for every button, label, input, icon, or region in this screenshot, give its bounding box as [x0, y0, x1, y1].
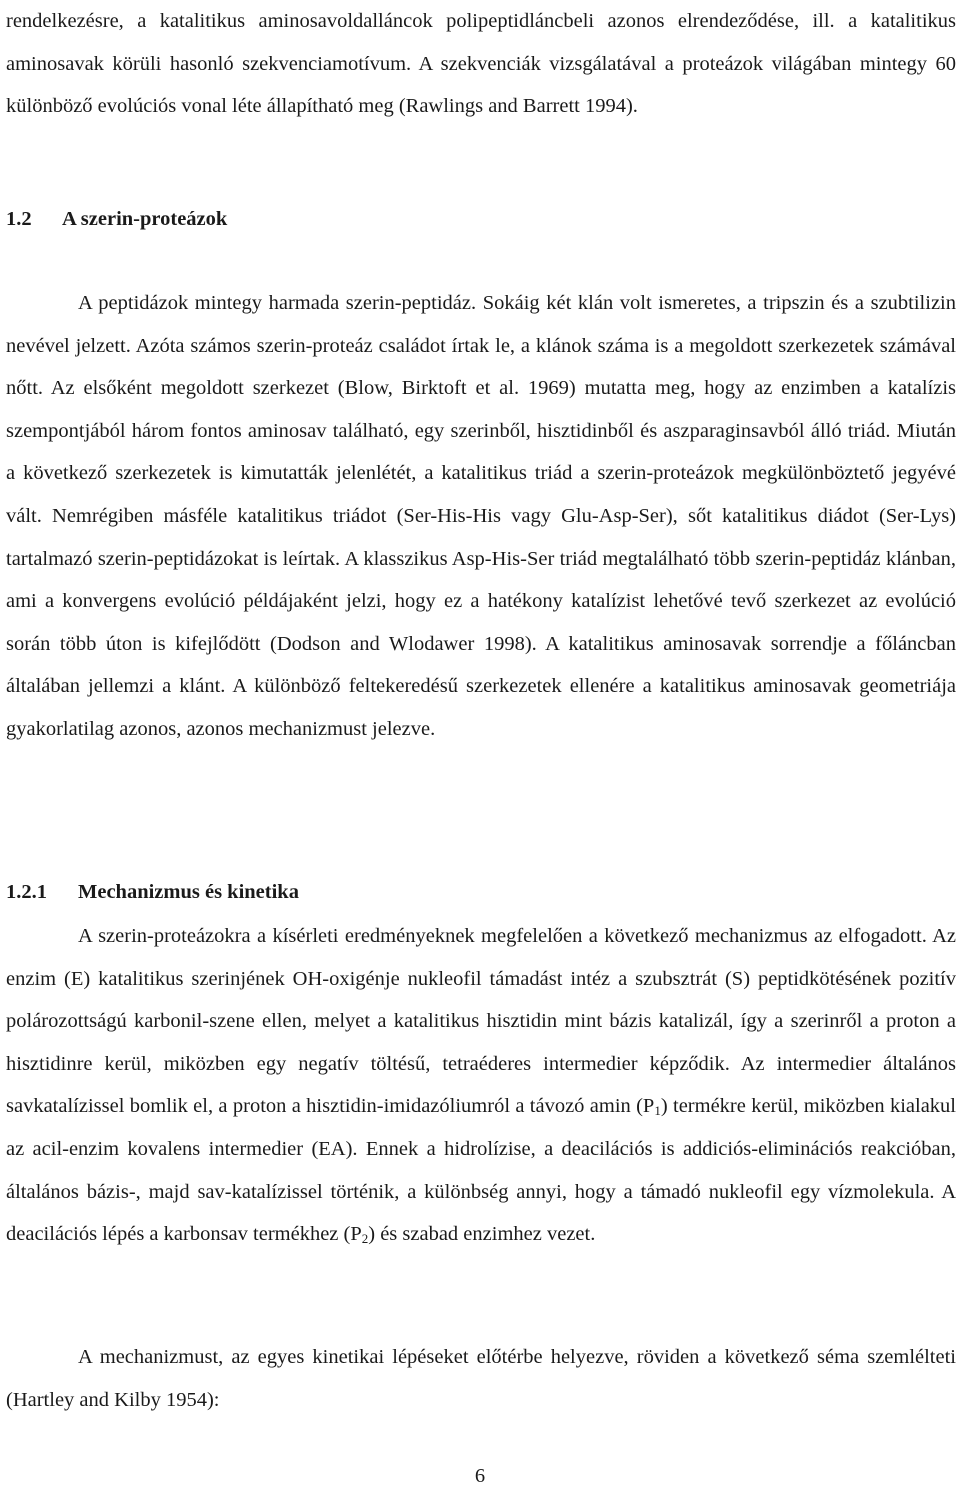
section-title: A szerin-proteázok	[62, 208, 228, 230]
section-heading-1-2	[6, 208, 227, 231]
subscript-p1: 1	[654, 1103, 661, 1119]
subsection-number: 1.2.1	[6, 881, 47, 903]
scheme-intro-paragraph	[6, 1336, 956, 1421]
mechanism-text-b: ) termékre kerül, miközben kialakul az acil-enzim kovalens intermedier (EA). Ennek a hidrolízise, a deacilációs is addiciós-eliminációs reakcióban, általános bázis-, majd sav-katalízissel történik, a különbség annyi, hogy a támadó nukleofil egy vízmolekula. A deacilációs lépés a karbonsav termékhez (P	[6, 1095, 956, 1246]
page-number: 6	[474, 1465, 486, 1487]
section-1-2-paragraph	[6, 282, 956, 751]
mechanism-text-c: ) és szabad enzimhez vezet.	[368, 1223, 596, 1246]
mechanism-paragraph	[6, 915, 956, 1256]
intro-paragraph	[6, 0, 956, 128]
section-1-2-paragraph-text: A peptidázok mintegy harmada szerin-peptidáz. Sokáig két klán volt ismeretes, a tripszin és a szubtilizin nevével jelzett. Azóta számos szerin-proteáz családot írtak le, a klánok száma is a megoldott szerkezetek számával nőtt. Az elsőként megoldott szerkezet (Blow, Birktoft et al. 1969) mutatta meg, hogy az enzimben a katalízis szempontjából három fontos aminosav található, egy szerinből, hisztidinből és aszparaginsavból álló triád. Miután a következő szerkezetek is kimutatták jelenlétét, a katalitikus triád a szerin-proteázok megkülönböztető jegyévé vált. Nemrégiben másféle katalitikus triádot (Ser-His-His vagy Glu-Asp-Ser), sőt katalitikus diádot (Ser-Lys) tartalmazó szerin-peptidázokat is leírtak. A klasszikus Asp-His-Ser triád megtalálható több szerin-peptidáz klánban, ami a konvergens evolúció példájaként jelzi, hogy ez a hatékony katalízist lehetővé tevő szerkezet az evolúció során több úton is kifejlődött (Dodson and Wlodawer 1998). A katalitikus aminosavak sorrendje a főláncban általában jellemzi a klánt. A különböző feltekeredésű szerkezetek ellenére a katalitikus aminosavak geometriája gyakorlatilag azonos, azonos mechanizmust jelezve.	[6, 292, 956, 740]
subsection-title: Mechanizmus és kinetika	[78, 881, 299, 903]
mechanism-text-a: A szerin-proteázokra a kísérleti eredményeknek megfelelően a következő mechanizmus az elfogadott. Az enzim (E) katalitikus szerinjének OH-oxigénje nukleofil támadást intéz a szubsztrát (S) peptidkötésének pozitív polározottságú karbonil-szene ellen, melyet a katalitikus hisztidin mint bázis katalizál, így a szerinről a proton a hisztidinre kerül, miközben egy negatív töltésű, tetraéderes intermedier képződik. Az intermedier általános savkatalízissel bomlik el, a proton a hisztidin-imidazóliumról a távozó amin (P	[6, 925, 956, 1118]
subscript-p2: 2	[361, 1231, 369, 1247]
section-number: 1.2	[6, 208, 32, 230]
intro-paragraph-text: rendelkezésre, a katalitikus aminosavoldalláncok polipeptidláncbeli azonos elrendeződése, ill. a katalitikus aminosavak körüli hasonló szekvenciamotívum. A szekvenciák vizsgálatával a proteázok világában mintegy 60 különböző evolúciós vonal léte állapítható meg (Rawlings and Barrett 1994).	[6, 10, 956, 118]
section-heading-1-2-1	[6, 881, 299, 904]
scheme-intro-text: A mechanizmust, az egyes kinetikai lépéseket előtérbe helyezve, röviden a következő séma szemlélteti (Hartley and Kilby 1954):	[6, 1346, 956, 1411]
